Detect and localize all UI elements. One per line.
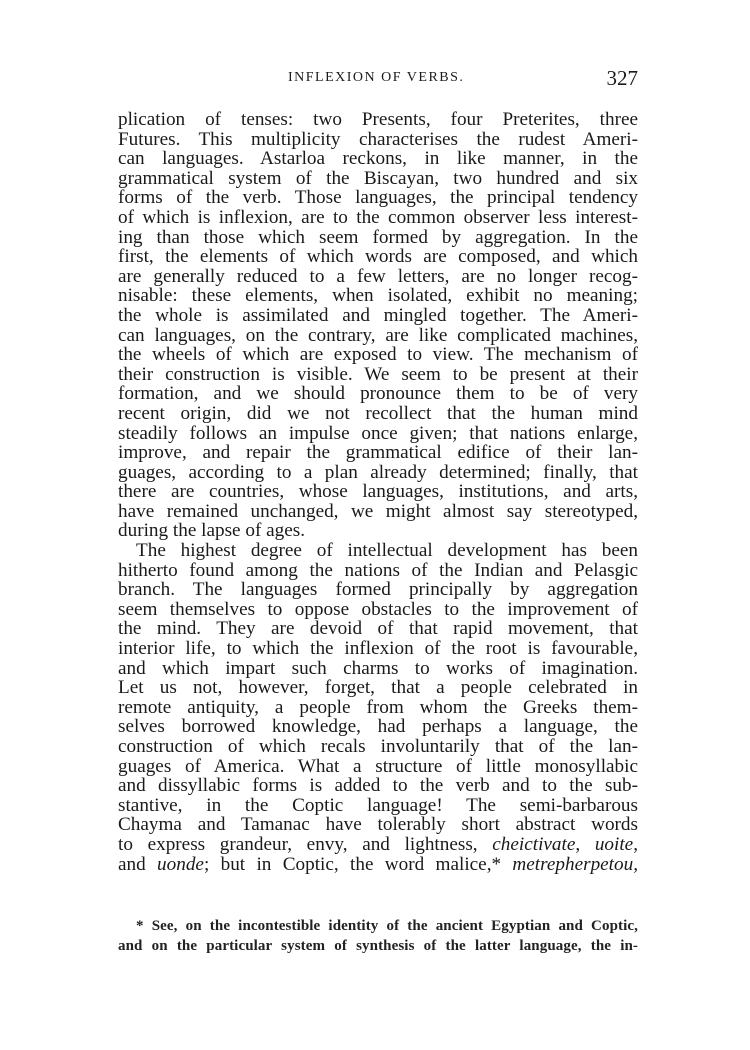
text-line: there are countries, whose languages, institutions, and arts, (118, 481, 638, 503)
text-line: plication of tenses: two Presents, four Preterites, three (118, 109, 638, 130)
text-line: forms of the verb. Those languages, the principal tendency (118, 187, 638, 209)
text-line: the wheels of which are exposed to view. The mechanism of (118, 344, 638, 366)
text-line: guages of America. What a structure of little monosyllabic (118, 755, 638, 777)
italic-word: cheictivate (492, 833, 576, 855)
text-line: nisable: these elements, when isolated, exhibit no meaning; (118, 285, 638, 307)
text-line: can languages. Astarloa reckons, in like manner, in the (118, 148, 638, 170)
italic-word: uoite (594, 833, 634, 855)
text-line: and dissyllabic forms is added to the verb and to the sub- (118, 775, 638, 797)
running-title: INFLEXION OF VERBS. (288, 70, 465, 85)
text-line: construction of which recals involuntarily that of the lan- (118, 736, 638, 757)
text-line: seem themselves to oppose obstacles to the improvement of (118, 598, 638, 620)
italic-word: metrepherpetou, (512, 853, 638, 875)
text-line: can languages, on the contrary, are like complicated machines, (118, 324, 638, 346)
text-line-with-italics (118, 835, 638, 855)
text-line: remote antiquity, a people from whom the Greeks them- (118, 696, 638, 718)
text-run: to express grandeur, envy, and lightness, (118, 833, 493, 855)
text-line: selves borrowed knowledge, had perhaps a language, the (118, 716, 638, 738)
text-line: their construction is visible. We seem to be present at their (118, 363, 638, 385)
text-line: first, the elements of which words are composed, and which (118, 246, 638, 268)
text-line: branch. The languages formed principally by aggregation (118, 579, 638, 601)
text-line: and which impart such charms to works of imagination. (118, 657, 638, 679)
body-text (118, 110, 638, 874)
text-line: Chayma and Tamanac have tolerably short abstract words (118, 814, 638, 836)
text-line: steadily follows an impulse once given; that nations enlarge, (118, 422, 638, 444)
text-run: , (633, 833, 638, 855)
footnote (118, 916, 638, 956)
text-line-with-italics (118, 855, 638, 875)
text-line: hitherto found among the nations of the Indian and Pelasgic (118, 559, 638, 581)
text-line: recent origin, did we not recollect that the human mind (118, 402, 638, 424)
text-run: and (118, 853, 158, 875)
footnote-line: and on the particular system of synthesis of the latter language, the in- (118, 938, 638, 954)
text-line: guages, according to a plan already determined; finally, that (118, 461, 638, 483)
text-line: have remained unchanged, we might almost say stereotyped, (118, 500, 638, 522)
text-line: during the lapse of ages. (118, 520, 306, 542)
text-line: formation, and we should pronounce them to be of very (118, 383, 638, 405)
text-line: ing than those which seem formed by aggregation. In the (118, 226, 638, 248)
text-line: of which is inflexion, are to the common observer less interest- (118, 206, 638, 228)
text-line: stantive, in the Coptic language! The semi-barbarous (118, 794, 638, 816)
text-line: Futures. This multiplicity characterises the rudest Ameri- (118, 128, 638, 150)
running-head (118, 66, 638, 96)
text-run: ; but in Coptic, the word malice,* (203, 853, 513, 875)
text-line: are generally reduced to a few letters, are no longer recog- (118, 265, 638, 287)
italic-word: uonde (157, 853, 204, 875)
text-line: the whole is assimilated and mingled together. The Ameri- (118, 304, 638, 326)
text-line: Let us not, however, forget, that a people celebrated in (118, 677, 638, 699)
text-line: improve, and repair the grammatical edifice of their lan- (118, 442, 638, 464)
footnote-line: * See, on the incontestible identity of the ancient Egyptian and Coptic, (136, 918, 638, 934)
page-number: 327 (606, 66, 638, 90)
text-line: interior life, to which the inflexion of the root is favourable, (118, 638, 638, 660)
text-run: , (575, 833, 595, 855)
text-line: The highest degree of intellectual development has been (136, 540, 638, 562)
text-line: grammatical system of the Biscayan, two hundred and six (118, 167, 638, 189)
text-line: the mind. They are devoid of that rapid movement, that (118, 618, 638, 640)
